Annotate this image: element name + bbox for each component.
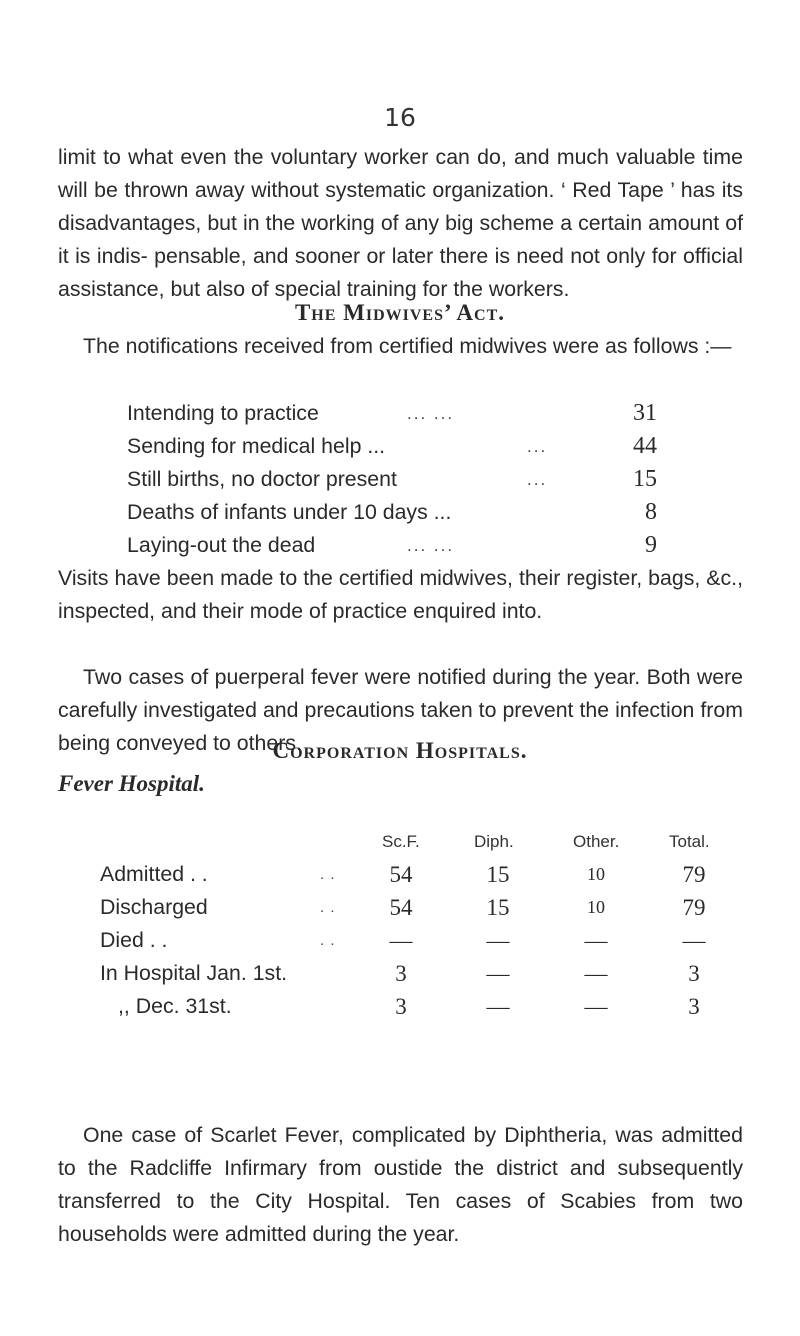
notification-row: [127, 463, 657, 496]
cell-total: 3: [688, 994, 700, 1019]
cell-scarlet-fever: 54: [389, 895, 413, 920]
intro-paragraph: limit to what even the voluntary worker can do, and much valuable time will be thrown away without systematic organization. ‘ Red Tape ’ has its disadvantages, but in the working of any big scheme a certain amount of it is indis- pensable, and sooner or later there is need not only for official assistance, but also of special training for the workers.: [58, 145, 743, 301]
notification-label: Still births, no doctor present: [127, 467, 397, 491]
cell-scarlet-fever: 3: [395, 994, 407, 1019]
row-label: In Hospital Jan. 1st.: [100, 961, 288, 985]
notifications-list: [127, 397, 657, 562]
cell-total: —: [682, 928, 706, 953]
cell-other: 10: [587, 864, 605, 884]
table-row: [0, 957, 800, 990]
cell-other: 10: [587, 897, 605, 917]
puerperal-fever-paragraph: Two cases of puerperal fever were notified during the year. Both were carefully investigated and precautions taken to prevent the infection from being conveyed to others.: [58, 665, 743, 755]
row-label: ,, Dec. 31st.: [118, 994, 232, 1018]
column-header-other: Other.: [573, 832, 620, 851]
corporation-hospitals-heading: Corporation Hospitals.: [272, 738, 528, 763]
row-leader-dots: . .: [320, 932, 336, 949]
cell-total: 79: [682, 862, 706, 887]
table-row: [0, 858, 800, 891]
visits-paragraph: Visits have been made to the certified midwives, their register, bags, &c., inspected, and their mode of practice enquired into.: [58, 566, 743, 623]
notification-row: [127, 529, 657, 562]
cell-diphtheria: —: [486, 994, 510, 1019]
notification-row: [127, 496, 657, 529]
notification-leader-dots: ...: [527, 470, 548, 489]
cell-other: —: [584, 961, 608, 986]
cell-scarlet-fever: 54: [389, 862, 413, 887]
cell-diphtheria: 15: [486, 862, 510, 887]
notification-label: Laying-out the dead: [127, 533, 316, 557]
notification-leader-dots: ...: [527, 437, 548, 456]
notification-leader-dots: ... ...: [407, 536, 455, 555]
notification-label: Intending to practice: [127, 401, 319, 425]
row-label: Admitted . .: [100, 862, 208, 886]
notification-value: 31: [633, 400, 657, 426]
notifications-intro: The notifications received from certified midwives were as follows :—: [83, 334, 732, 358]
cell-total: 79: [682, 895, 706, 920]
row-leader-dots: . .: [320, 899, 336, 916]
page-number: 16: [384, 103, 416, 132]
row-leader-dots: . .: [320, 866, 336, 883]
notification-value: 9: [645, 532, 657, 558]
table-row: [0, 990, 800, 1023]
column-header-scarlet-fever: Sc.F.: [382, 832, 420, 851]
notification-label: Sending for medical help ...: [127, 434, 386, 458]
notification-value: 15: [633, 466, 657, 492]
midwives-act-heading: The Midwives’ Act.: [294, 300, 506, 325]
column-header-total: Total.: [669, 832, 710, 851]
column-header-diphtheria: Diph.: [474, 832, 514, 851]
closing-paragraph: One case of Scarlet Fever, complicated by Diphtheria, was admitted to the Radcliffe Infirmary from oustide the district and subsequently transferred to the City Hospital. Ten cases of Scabies from two households were admitted during the year.: [58, 1123, 743, 1246]
row-label: Died . .: [100, 928, 168, 952]
cell-scarlet-fever: 3: [395, 961, 407, 986]
cell-diphtheria: —: [486, 961, 510, 986]
cell-diphtheria: 15: [486, 895, 510, 920]
row-label: Discharged: [100, 895, 208, 919]
notification-row: [127, 397, 657, 430]
cell-diphtheria: —: [486, 928, 510, 953]
notification-value: 8: [645, 499, 657, 525]
cell-scarlet-fever: —: [389, 928, 413, 953]
table-row: [0, 924, 800, 957]
cell-total: 3: [688, 961, 700, 986]
fever-hospital-subheading: Fever Hospital.: [58, 771, 205, 796]
notification-value: 44: [633, 433, 657, 459]
notification-leader-dots: ... ...: [407, 404, 455, 423]
notification-label: Deaths of infants under 10 days ...: [127, 500, 452, 524]
notification-row: [127, 430, 657, 463]
cell-other: —: [584, 928, 608, 953]
table-row: [0, 891, 800, 924]
cell-other: —: [584, 994, 608, 1019]
